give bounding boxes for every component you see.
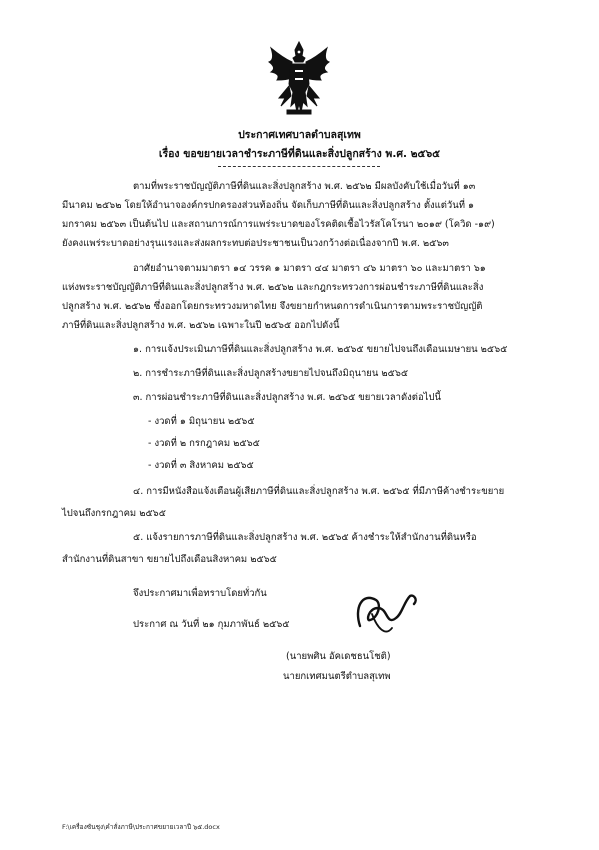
- handwritten-signature: [352, 578, 424, 640]
- list-item-3: ๓. การผ่อนชำระภาษีที่ดินและสิ่งปลูกสร้าง พ.ศ. ๒๕๖๕ ขยายเวลาดังต่อไปนี้: [133, 392, 441, 403]
- paragraph-1-line: ตามที่พระราชบัญญัติภาษีที่ดินและสิ่งปลูกสร้าง พ.ศ. ๒๕๖๒ มีผลบังคับใช้เมื่อวันที่ ๑๓: [133, 181, 476, 192]
- paragraph-2-line: แห่งพระราชบัญญัติภาษีที่ดินและสิ่งปลูกสร้าง พ.ศ. ๒๕๖๒ และกฎกระทรวงการผ่อนชำระภาษีที่ดินและสิ่ง: [62, 282, 484, 293]
- paragraph-2-line: ปลูกสร้าง พ.ศ. ๒๕๖๒ ซึ่งออกโดยกระทรวงมหาดไทย จึงขยายกำหนดการดำเนินการตามพระราชบัญญัติ: [62, 301, 483, 312]
- list-item-5-continued: สำนักงานที่ดินสาขา ขยายไปถึงเดือนสิงหาคม ๒๕๖๕: [62, 554, 277, 565]
- paragraph-1-line: มกราคม ๒๕๖๓ เป็นต้นไป และสถานการณ์การแพร่ระบาดของโรคติดเชื้อไวรัสโคโรนา ๒๐๑๙ (โควิด -๑๙): [62, 219, 495, 230]
- signer-name: (นายพศิน อัคเดชธนโชติ): [286, 651, 391, 662]
- list-item-4: ๔. การมีหนังสือแจ้งเตือนผู้เสียภาษีที่ดินและสิ่งปลูกสร้าง พ.ศ. ๒๕๖๕ ที่มีภาษีค้างชำระขยาย: [133, 486, 505, 497]
- installment-3: - งวดที่ ๓ สิงหาคม ๒๕๖๕: [148, 460, 254, 471]
- list-item-4-continued: ไปจนถึงกรกฎาคม ๒๕๖๕: [62, 508, 166, 519]
- installment-2: - งวดที่ ๒ กรกฎาคม ๒๕๖๕: [148, 438, 260, 449]
- announcement-subject: เรื่อง ขอขยายเวลาชำระภาษีที่ดินและสิ่งปลูกสร้าง พ.ศ. ๒๕๖๕: [158, 148, 441, 160]
- paragraph-1-line: มีนาคม ๒๕๖๒ โดยให้อำนาจองค์กรปกครองส่วนท้องถิ่น จัดเก็บภาษีที่ดินและสิ่งปลูกสร้าง ตั้งแต่วันที่ ๑: [62, 200, 475, 211]
- list-item-5: ๕. แจ้งรายการภาษีที่ดินและสิ่งปลูกสร้าง พ.ศ. ๒๕๖๕ ค้างชำระให้สำนักงานที่ดินหรือ: [133, 532, 477, 543]
- paragraph-2-line: อาศัยอำนาจตามมาตรา ๑๔ วรรค ๑ มาตรา ๔๔ มาตรา ๔๖ มาตรา ๖๐ และมาตรา ๖๑: [133, 263, 486, 274]
- announcement-heading: ประกาศเทศบาลตำบลสุเทพ: [238, 129, 361, 141]
- paragraph-2-line: ภาษีที่ดินและสิ่งปลูกสร้าง พ.ศ. ๒๕๖๒ เฉพาะในปี ๒๕๖๕ ออกไปดังนี้: [62, 320, 340, 331]
- announcement-date: ประกาศ ณ วันที่ ๒๑ กุมภาพันธ์ ๒๕๖๕: [133, 619, 290, 630]
- garuda-emblem-icon: [265, 40, 333, 118]
- list-item-2: ๒. การชำระภาษีที่ดินและสิ่งปลูกสร้างขยายไปจนถึงมิถุนายน ๒๕๖๕: [133, 368, 409, 379]
- signer-title: นายกเทศมนตรีตำบลสุเทพ: [283, 671, 391, 682]
- list-item-1: ๑. การแจ้งประเมินภาษีที่ดินและสิ่งปลูกสร้าง พ.ศ. ๒๕๖๕ ขยายไปจนถึงเดือนเมษายน ๒๕๖๕: [133, 344, 508, 355]
- title-divider: [218, 166, 380, 167]
- paragraph-1-line: ยังคงแพร่ระบาดอย่างรุนแรงและส่งผลกระทบต่อประชาชนเป็นวงกว้างต่อเนื่องจากปี พ.ศ. ๒๕๖๓: [62, 238, 449, 249]
- footer-file-path: F:\เครื่องซันชุง\คำสั่งภาษี\ประกาศขยายเวลาปี ๖๕.docx: [62, 823, 220, 831]
- installment-1: - งวดที่ ๑ มิถุนายน ๒๕๖๕: [148, 416, 255, 427]
- announcement-closing: จึงประกาศมาเพื่อทราบโดยทั่วกัน: [133, 588, 267, 599]
